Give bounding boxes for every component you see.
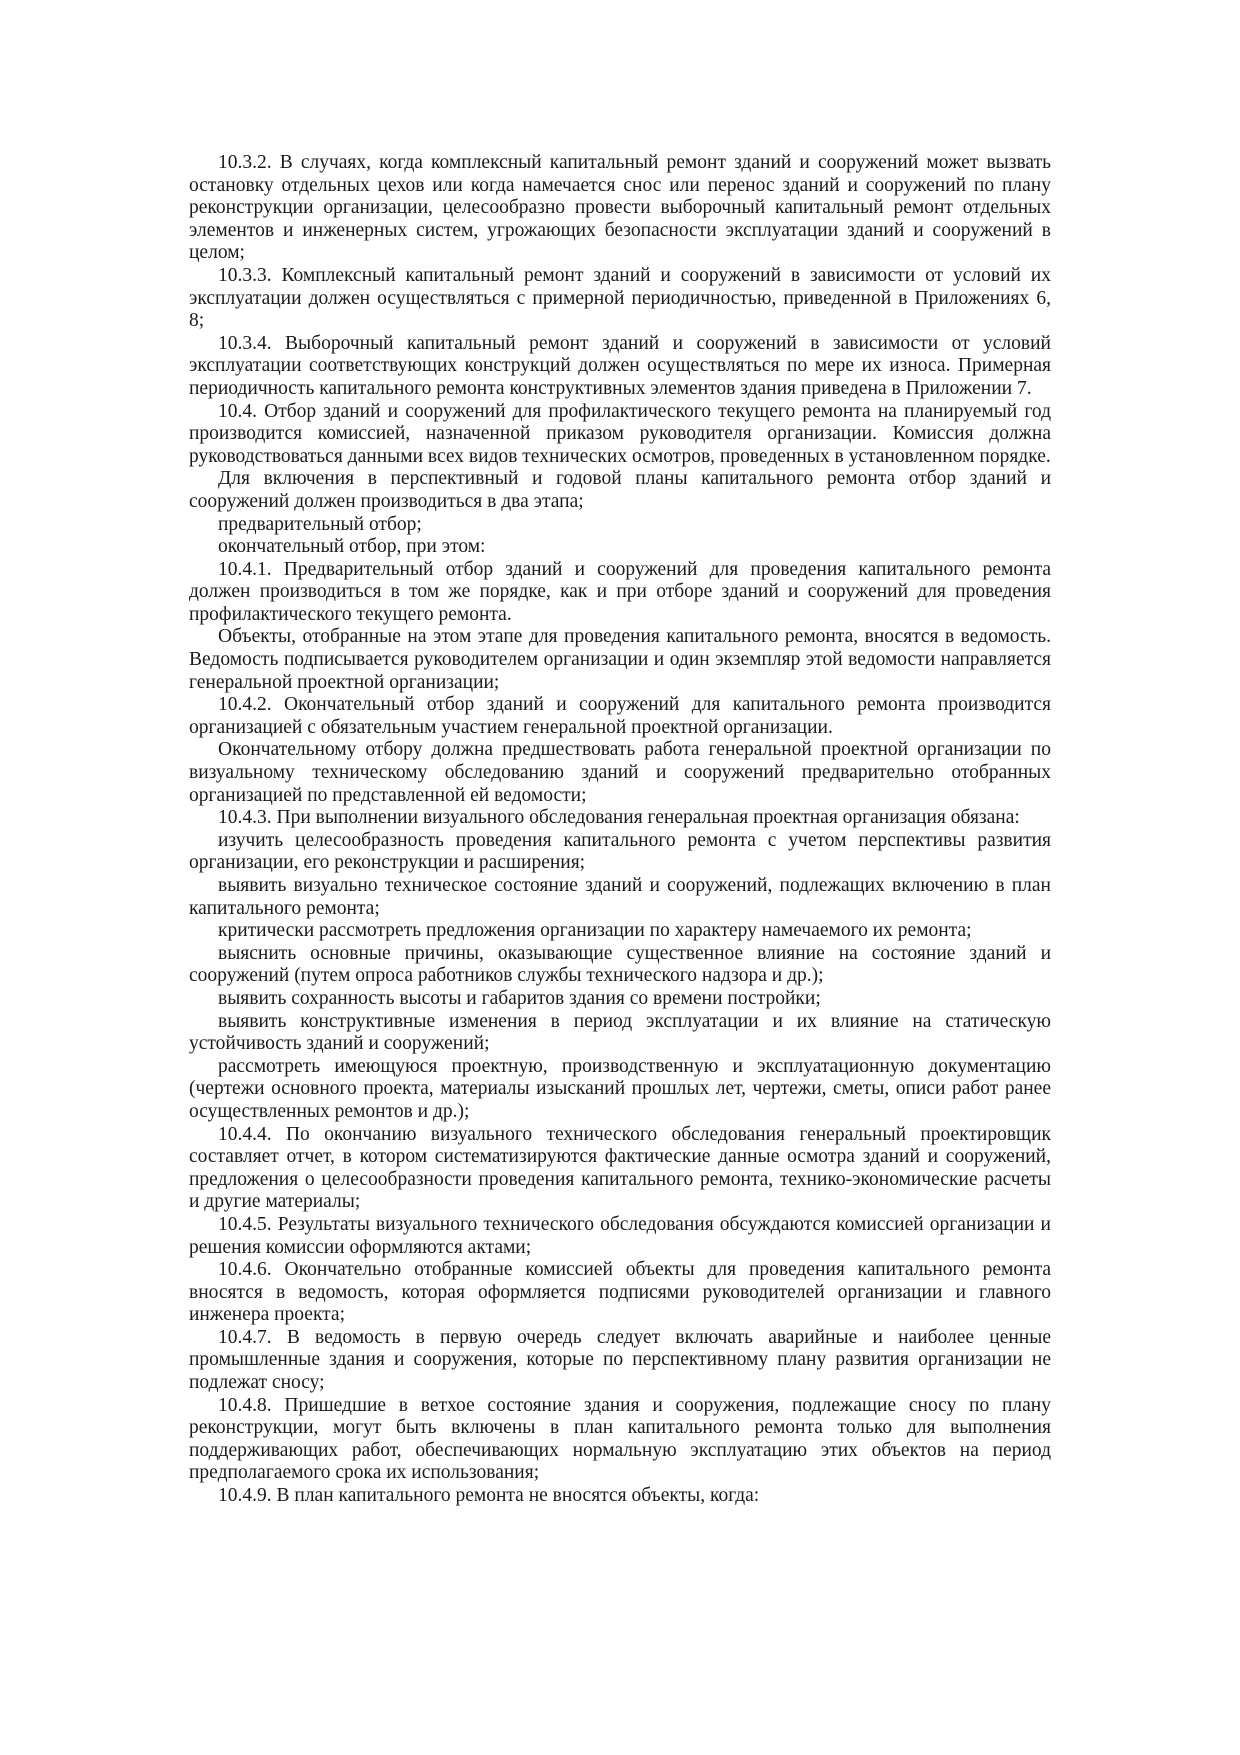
paragraph-10-3-3: 10.3.3. Комплексный капитальный ремонт зданий и сооружений в зависимости от условий их эксплуатации должен осуществляться с примерной периодичностью, приведенной в Приложениях 6, 8; — [189, 264, 1051, 332]
paragraph-10-3-4: 10.3.4. Выборочный капитальный ремонт зданий и сооружений в зависимости от условий эксплуатации соответствующих конструкций должен осуществляться по мере их износа. Примерная периодичность капитального ремонта конструктивных элементов здания приведена в Приложении 7. — [189, 332, 1051, 399]
paragraph-10-4-7: 10.4.7. В ведомость в первую очередь следует включать аварийные и наиболее ценные промышленные здания и сооружения, которые по перспективному плану развития организации не подлежат сносу; — [189, 1326, 1051, 1394]
paragraph-final-selection-prior-work: Окончательному отбору должна предшествовать работа генеральной проектной организации по визуальному техническому обследованию зданий и сооружений предварительно отобранных организацией по представленной ей ведомости; — [189, 739, 1051, 806]
paragraph-10-4-1: 10.4.1. Предварительный отбор зданий и сооружений для проведения капитального ремонта должен производиться в том же порядке, как и при отборе зданий и сооружений для проведения профилактического текущего ремонта. — [189, 558, 1051, 625]
list-item-review-documentation: рассмотреть имеющуюся проектную, производственную и эксплуатационную документацию (чертежи основного проекта, материалы изысканий прошлых лет, чертежи, сметы, описи работ ранее осуществленных ремонтов и др.); — [189, 1055, 1051, 1122]
paragraph-10-4-2: 10.4.2. Окончательный отбор зданий и сооружений для капитального ремонта производится организацией с обязательным участием генеральной проектной организации. — [189, 694, 1051, 738]
paragraph-objects-list: Объекты, отобранные на этом этапе для проведения капитального ремонта, вносятся в ведомость. Ведомость подписывается руководителем организации и один экземпляр этой ведомости направляется генеральной проектной организации; — [189, 626, 1051, 693]
document-page — [189, 152, 1051, 1508]
list-item-main-causes: выяснить основные причины, оказывающие существенное влияние на состояние зданий и сооружений (путем опроса работников службы технического надзора и др.); — [189, 942, 1051, 987]
list-item-technical-condition: выявить визуально техническое состояние зданий и сооружений, подлежащих включению в план капитального ремонта; — [189, 875, 1051, 919]
paragraph-two-stages: Для включения в перспективный и годовой планы капитального ремонта отбор зданий и сооружений должен производиться в два этапа; — [189, 468, 1051, 512]
paragraph-10-3-2: 10.3.2. В случаях, когда комплексный капитальный ремонт зданий и сооружений может вызвать остановку отдельных цехов или когда намечается снос или перенос зданий и сооружений по плану реконструкции организации, целесообразно провести выборочный капитальный ремонт отдельных элементов и инженерных систем, угрожающих безопасности эксплуатации зданий и сооружений в целом; — [189, 152, 1051, 264]
paragraph-10-4-5: 10.4.5. Результаты визуального технического обследования обсуждаются комиссией организации и решения комиссии оформляются актами; — [189, 1213, 1051, 1258]
list-item-structural-changes: выявить конструктивные изменения в период эксплуатации и их влияние на статическую устойчивость зданий и сооружений; — [189, 1010, 1051, 1055]
paragraph-10-4: 10.4. Отбор зданий и сооружений для профилактического текущего ремонта на планируемый год производится комиссией, назначенной приказом руководителя организации. Комиссия должна руководствоваться данными всех видов технических осмотров, проведенных в установленном порядке. — [189, 400, 1051, 467]
paragraph-10-4-6: 10.4.6. Окончательно отобранные комиссией объекты для проведения капитального ремонта вносятся в ведомость, которая оформляется подписями руководителей организации и главного инженера проекта; — [189, 1259, 1051, 1326]
paragraph-10-4-4: 10.4.4. По окончанию визуального технического обследования генеральный проектировщик составляет отчет, в котором систематизируются фактические данные осмотра зданий и сооружений, предложения о целесообразности проведения капитального ремонта, технико-экономические расчеты и другие материалы; — [189, 1123, 1051, 1213]
paragraph-10-4-9: 10.4.9. В план капитального ремонта не вносятся объекты, когда: — [218, 1485, 760, 1507]
list-item-review-proposals: критически рассмотреть предложения организации по характеру намечаемого их ремонта; — [218, 920, 972, 942]
paragraph-10-4-3: 10.4.3. При выполнении визуального обследования генеральная проектная организация обязана: — [218, 807, 1020, 829]
list-item-study-feasibility: изучить целесообразность проведения капитального ремонта с учетом перспективы развития организации, его реконструкции и расширения; — [189, 829, 1051, 874]
list-item-height-dimensions: выявить сохранность высоты и габаритов здания со времени постройки; — [218, 987, 821, 1009]
paragraph-final-selection: окончательный отбор, при этом: — [218, 536, 486, 558]
paragraph-10-4-8: 10.4.8. Пришедшие в ветхое состояние здания и сооружения, подлежащие сносу по плану реконструкции, могут быть включены в план капитального ремонта только для выполнения поддерживающих работ, обеспечивающих нормальную эксплуатацию этих объектов на период предполагаемого срока их использования; — [189, 1394, 1051, 1484]
paragraph-preliminary-selection: предварительный отбор; — [218, 513, 422, 535]
